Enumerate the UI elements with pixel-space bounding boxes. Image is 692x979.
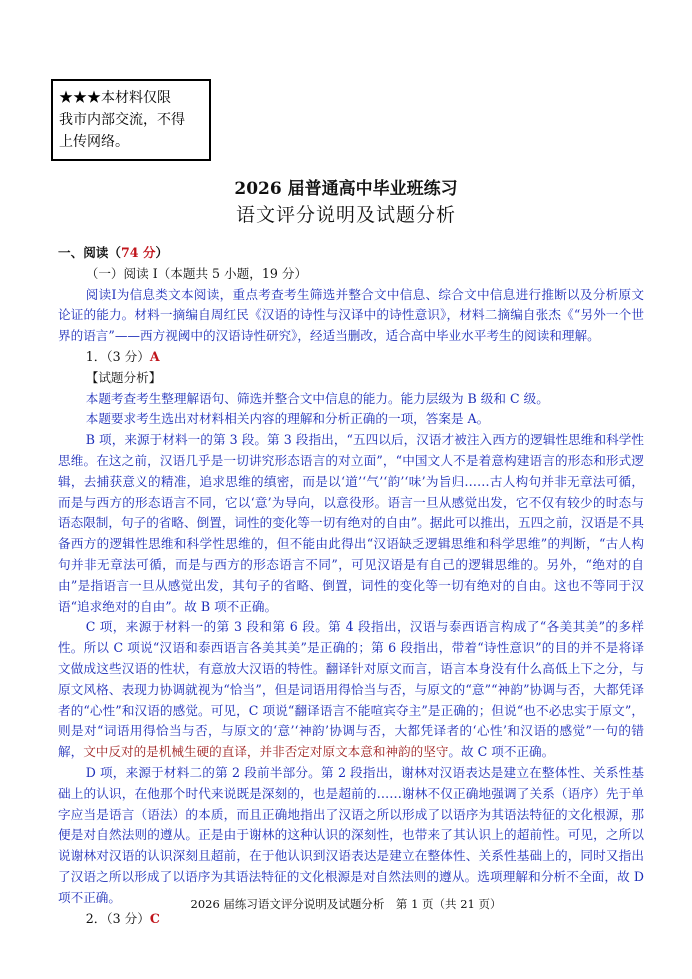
question-2-number: 2．（3 分） bbox=[85, 910, 150, 926]
option-b-analysis: B 项，来源于材料一的第 3 段。第 3 段指出，“五四以后，汉语才被注入西方的逻辑性思维和科学性思维。在这之前，汉语几乎是一切讲究形态语言的对立面”，“中国文人不是着意构建语言的形态和形式逻辑，去捕获意义的精准，追求思维的缜密，而是以‘道’‘气’‘韵’‘味’为旨归……古人构句并非无章法可循，而是与西方的形态语言不同，它以‘意’为导向，以意役形。语言一旦从感觉出发，它不仅有较少的时态与语态限制，句子的省略、倒置，词性的变化等一切有绝对的自由”。据此可以推出，五四之前，汉语是不具备西方的逻辑性思维和科学性思维的，但不能由此得出“汉语缺乏逻辑思维和科学思维”的判断，“古人构句并非无章法可循，而是与西方的形态语言不同”，可见汉语是有自己的逻辑思维的。另外，“绝对的自由”是指语言一旦从感觉出发，其句子的省略、倒置，词性的变化等一切有绝对的自由。这也不等同于汉语“追求绝对的自由”。故 B 项不正确。 bbox=[58, 432, 644, 614]
document-subtitle: 语文评分说明及试题分析 bbox=[235, 204, 456, 226]
option-c-highlight: 文中反对的是机械生硬的直译，并非否定对原文本意和神韵的坚守 bbox=[83, 744, 449, 760]
analysis-tag: 【试题分析】 bbox=[85, 369, 162, 385]
section-heading bbox=[58, 243, 644, 264]
reading-heading: （一）阅读 Ⅰ（本题共 5 小题，19 分） bbox=[85, 265, 308, 281]
question-1-label bbox=[58, 347, 644, 368]
page-footer: 2026 届练习语文评分说明及试题分析 第 1 页（共 21 页） bbox=[190, 897, 502, 911]
internal-use-notice bbox=[51, 79, 211, 161]
notice-line-2: 我市内部交流，不得 bbox=[59, 112, 185, 128]
option-c-analysis bbox=[58, 617, 644, 763]
option-c-text: C 项，来源于材料一的第 3 段和第 6 段。第 4 段指出，汉语与泰西语言构成了“各美其美”的多样性。所以 C 项说“汉语和泰西语言各美其美”是正确的；第 6 段指出，带着“诗性意识”的目的并不是将译文做成这些汉语的性状，有意放大汉语的特性。翻译针对原文而言，语言本身没有什么高低上下之分，与原文风格、表现力协调就视为“恰当”，但是词语用得恰当与否，与原文的“意”“神韵”协调与否，大都凭译者的“心性”和汉语的感觉。可见，C 项说“翻译语言不能喧宾夺主”是正确的；但说“也不必忠实于原文”，则是对“词语用得恰当与否，与原文的‘意’‘神韵’协调与否，大都凭译者的‘心性’和汉语的感觉”一句的错解， bbox=[58, 619, 644, 760]
option-d-analysis: D 项，来源于材料二的第 2 段前半部分。第 2 段指出，谢林对汉语表达是建立在整体性、关系性基础上的认识，在他那个时代来说既是深刻的，也是超前的……谢林不仅正确地强调了关系（语序）先于单字应当是语言（语法）的本质，而且正确地指出了汉语之所以形成了以语序为其语法特征的文化根源，那便是对自然法则的遵从。正是由于谢林的这种认识的深刻性，也带来了其认识上的超前性。可见，之所以说谢林对汉语的认识深刻且超前，在于他认识到汉语表达是建立在整体性、关系性基础上的，同时又指出了汉语之所以形成了以语序为其语法特征的文化根源是对自然法则的遵从。选项理解和分析不全面，故 D 项不正确。 bbox=[58, 764, 644, 905]
reading-intro: 阅读Ⅰ为信息类文本阅读，重点考查考生筛选并整合文中信息、综合文中信息进行推断以及分析原文论证的能力。材料一摘编自周红民《汉语的诗性与汉译中的诗性意识》，材料二摘编自张杰《“另外一个世界的语言”——西方视阈中的汉语诗性研究》，经适当删改，适合高中毕业水平考生的阅读和理解。 bbox=[58, 286, 644, 344]
question-1-number: 1．（3 分） bbox=[85, 348, 150, 364]
analysis-line-b: 本题要求考生选出对材料相关内容的理解和分析正确的一项，答案是 A。 bbox=[85, 411, 490, 427]
document-title: 2026 届普通高中毕业班练习 bbox=[234, 179, 458, 199]
notice-line-1: ★★★本材料仅限 bbox=[59, 90, 171, 106]
section-score: 74 分 bbox=[120, 245, 156, 260]
notice-line-3: 上传网络。 bbox=[59, 134, 129, 150]
section-heading-text: 一、阅读（ bbox=[58, 245, 121, 260]
option-c-conclusion: 。故 C 项不正确。 bbox=[448, 744, 555, 760]
question-2-answer: C bbox=[149, 910, 160, 926]
section-heading-close: ） bbox=[155, 245, 169, 260]
document-body bbox=[58, 243, 644, 929]
analysis-line-a: 本题考查考生整理解语句、筛选并整合文中信息的能力。能力层级为 B 级和 C 级。 bbox=[85, 390, 549, 406]
question-1-answer: A bbox=[149, 348, 160, 364]
